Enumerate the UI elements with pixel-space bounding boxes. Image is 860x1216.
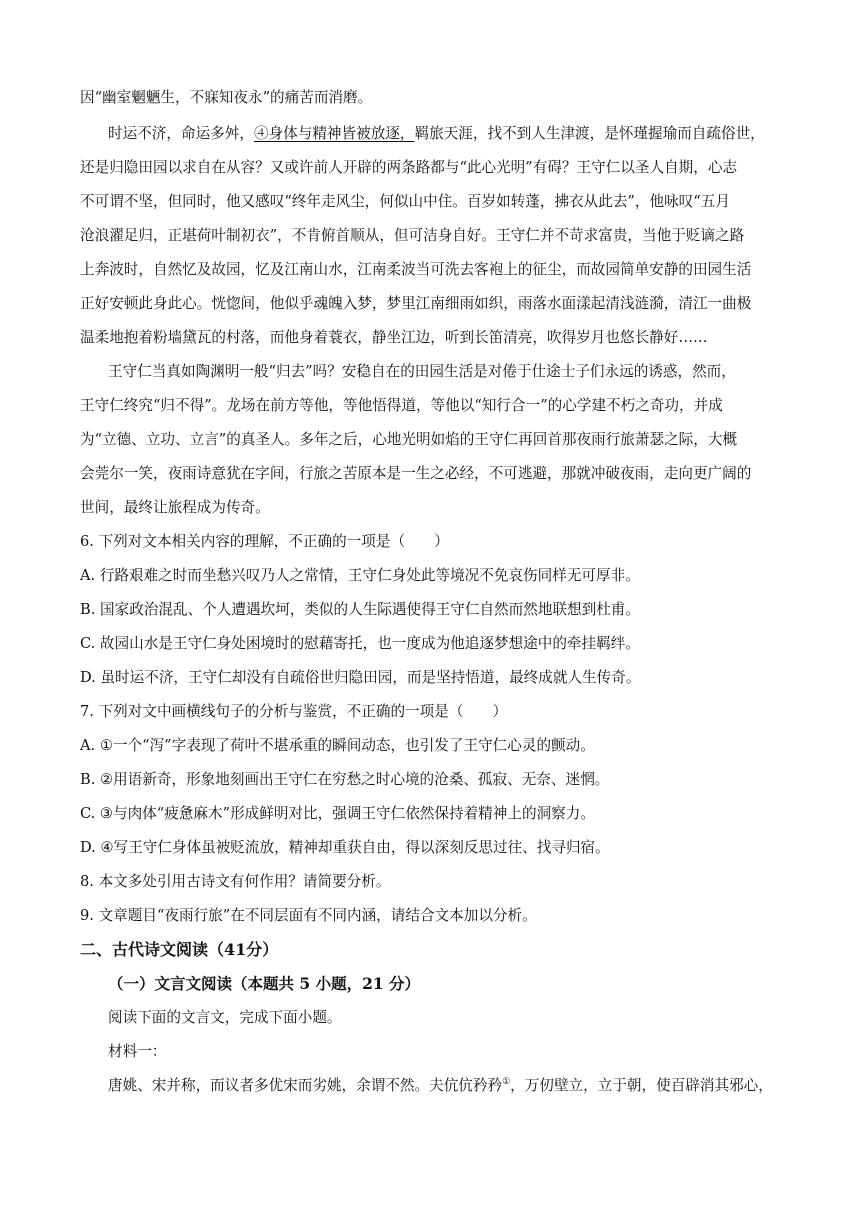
question-7-option-b: B. ②用语新奇，形象地刻画出王守仁在穷愁之时心境的沧桑、孤寂、无奈、迷惘。 (80, 771, 610, 788)
subsection-heading: （一）文言文阅读（本题共 5 小题，21 分） (108, 974, 421, 993)
question-8: 8. 本文多处引用古诗文有何作用？请简要分析。 (80, 873, 391, 890)
question-7-option-c: C. ③与肉体“疲惫麻木”形成鲜明对比，强调王守仁依然保持着精神上的洞察力。 (80, 805, 595, 822)
passage-line-9: 王守仁当真如陶渊明一般“归去”吗？安稳自在的田园生活是对倦于仕途士子们永远的诱惑，然而， (108, 363, 736, 380)
classical-text-line-1 (108, 1076, 780, 1096)
question-7: 7. 下列对文中画横线句子的分析与鉴赏，不正确的一项是（ ） (80, 703, 508, 720)
classical-text-start: 唐姚、宋并称，而议者多优宋而 (108, 1077, 313, 1094)
question-6: 6. 下列对文本相关内容的理解，不正确的一项是（ ） (80, 533, 449, 550)
passage-line-4: 不可谓不坚，但同时，他又感叹“终年走风尘，何似山中住。百岁如转蓬，拂衣从此去”，他咏叹“五月 (80, 193, 730, 210)
passage-line-2 (108, 124, 780, 144)
passage-line-1: 因“幽室魍魉生，不寐知夜永”的痛苦而消磨。 (80, 89, 373, 106)
footnote-marker: ① (502, 1077, 511, 1088)
passage-line-13: 世间，最终让旅程成为传奇。 (80, 499, 270, 516)
question-9: 9. 文章题目“夜雨行旅”在不同层面有不同内涵，请结合文本加以分析。 (80, 907, 537, 924)
question-6-option-b: B. 国家政治混乱、个人遭遇坎坷，类似的人生际遇使得王守仁自然而然地联想到杜甫。 (80, 601, 640, 618)
instruction-text: 阅读下面的文言文，完成下面小题。 (108, 1009, 342, 1026)
passage-line-8: 温柔地抱着粉墙黛瓦的村落，而他身着蓑衣，静坐江边，听到长笛清亮，吹得岁月也悠长静好…… (80, 329, 708, 346)
question-6-option-a: A. 行路艰难之时而坐愁兴叹乃人之常情，王守仁身处此等境况不免哀伤同样无可厚非。 (80, 567, 640, 584)
underlined-sentence-4: ④身体与精神皆被放逐， (253, 125, 415, 142)
passage-line-5: 沧浪濯足归，正堪荷叶制初衣”，不肯俯首顺从，但可洁身自好。王守仁并不苛求富贵，当他于贬谪之路 (80, 227, 745, 244)
emphasis-dot-char: 劣 (312, 1077, 327, 1094)
passage-line-11: 为“立德、立功、立言”的真圣人。多年之后，心地光明如焰的王守仁再回首那夜雨行旅萧瑟之际，大概 (80, 431, 738, 448)
passage-line-3: 还是归隐田园以求自在从容？又或许前人开辟的两条路都与“此心光明”有碍？王守仁以圣人自期，心志 (80, 159, 738, 176)
classical-text-middle: 姚，余谓不然。夫伉伉矜矜 (326, 1077, 503, 1094)
question-6-option-d: D. 虽时运不济，王守仁却没有自疏俗世归隐田园，而是坚持悟道，最终成就人生传奇。 (80, 669, 641, 686)
question-6-option-c: C. 故园山水是王守仁身处困境时的慰藉寄托，也一度成为他追逐梦想途中的牵挂羁绊。 (80, 635, 640, 652)
passage-line-2-end: 羁旅天涯，找不到人生津渡，是怀瑾握瑜而自疏俗世， (414, 125, 765, 142)
section-heading: 二、古代诗文阅读（41分） (80, 940, 279, 959)
classical-text-end: ，万仞壁立，立于朝，使百辟消其邪心， (510, 1077, 773, 1094)
passage-line-7: 正好安顿此身此心。恍惚间，他似乎魂魄入梦，梦里江南细雨如织，雨落水面漾起清浅涟漪，清江一曲极 (80, 295, 752, 312)
passage-line-10: 王守仁终究“归不得”。龙场在前方等他，等他悟得道，等他以“知行合一”的心学建不朽之奇功，并成 (80, 397, 723, 414)
passage-line-12: 会莞尔一笑，夜雨诗意犹在字间，行旅之苦原本是一生之必经，不可逃避，那就冲破夜雨，走向更广阔的 (80, 465, 752, 482)
question-7-option-d: D. ④写王守仁身体虽被贬流放，精神却重获自由，得以深刻反思过往、找寻归宿。 (80, 839, 610, 856)
passage-line-2-start: 时运不济，命运多舛， (108, 125, 254, 142)
passage-line-6: 上奔波时，自然忆及故园，忆及江南山水，江南柔波当可洗去客袍上的征尘，而故园简单安静的田园生活 (80, 261, 752, 278)
question-7-option-a: A. ①一个“泻”字表现了荷叶不堪承重的瞬间动态，也引发了王守仁心灵的颤动。 (80, 737, 595, 754)
material-label: 材料一： (108, 1043, 167, 1060)
